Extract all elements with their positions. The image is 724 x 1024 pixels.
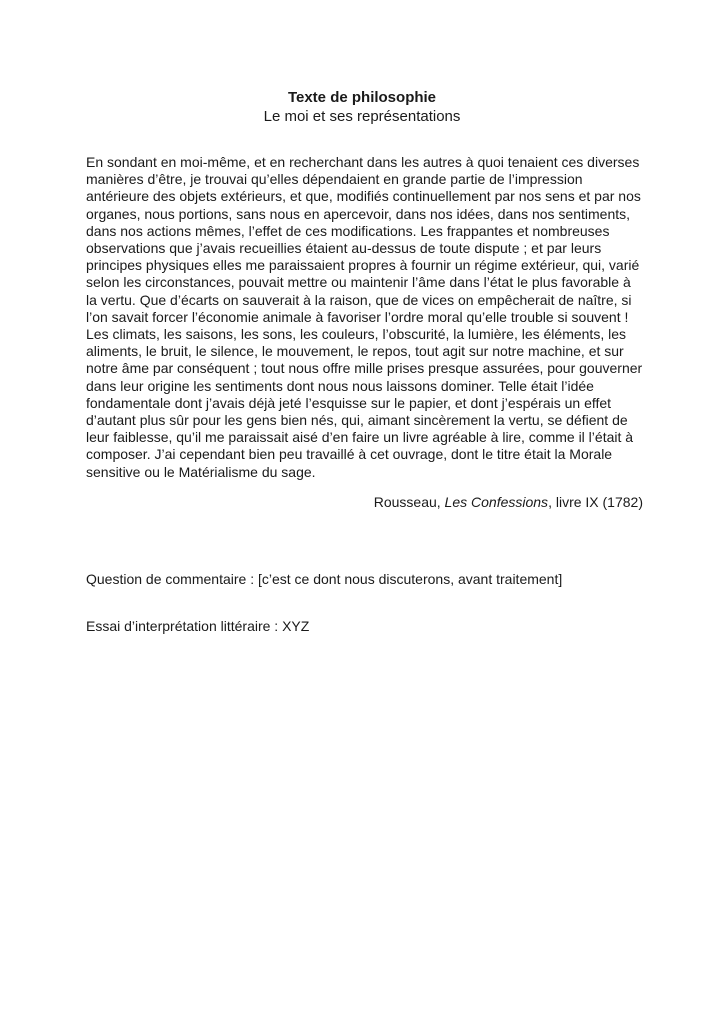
- attribution-suffix: , livre IX (1782): [548, 493, 643, 510]
- document-subtitle: Le moi et ses représentations: [263, 108, 461, 125]
- attribution-author: Rousseau,: [373, 493, 445, 510]
- document-header: [86, 88, 638, 126]
- attribution-work-title: Les Confessions: [444, 493, 549, 510]
- commentary-question-line: Question de commentaire : [c’est ce dont nous discuterons, avant traitement]: [86, 571, 563, 588]
- essay-interpretation-line: Essai d’interprétation littéraire : XYZ: [86, 618, 310, 635]
- body-paragraph: En sondant en moi-même, et en recherchant dans les autres à quoi tenaient ces diverses manières d’être, je trouvai qu’elles dépendaient en grande partie de l’impression antérieure des objets extérieurs, et que, modifiés continuellement par nos sens et par nos organes, nous portions, sans nous en apercevoir, dans nos idées, dans nos sentiments, dans nos actions mêmes, l’effet de ces modifications. Les frappantes et nombreuses observations que j’avais recueillies étaient au-dessus de toute dispute ; et par leurs principes physiques elles me paraissaient propres à fournir un régime extérieur, qui, varié selon les circonstances, pouvait mettre ou maintenir l’âme dans l’état le plus favorable à la vertu. Que d’écarts on sauverait à la raison, que de vices on empêcherait de naître, si l’on savait forcer l’économie animale à favoriser l’ordre moral qu’elle trouble si souvent ! Les climats, les saisons, les sons, les couleurs, l’obscurité, la lumière, les éléments, les aliments, le bruit, le silence, le mouvement, le repos, tout agit sur notre machine, et sur notre âme par conséquent ; tout nous offre mille prises presque assurées, pour gouverner dans leur origine les sentiments dont nous nous laissons dominer. Telle était l’idée fondamentale dont j’avais déjà jeté l’esquisse sur le papier, et dont j’espérais un effet d’autant plus sûr pour les gens bien nés, qui, aimant sincèrement la vertu, se défient de leur faiblesse, qu’il me paraissait aisé d’en faire un livre agréable à lire, comme il l’était à composer. J’ai cependant bien peu travaillé à cet ouvrage, dont le titre était la Morale sensitive ou le Matérialisme du sage.: [86, 154, 643, 480]
- document-title: Texte de philosophie: [287, 89, 437, 106]
- attribution-line: [86, 494, 643, 511]
